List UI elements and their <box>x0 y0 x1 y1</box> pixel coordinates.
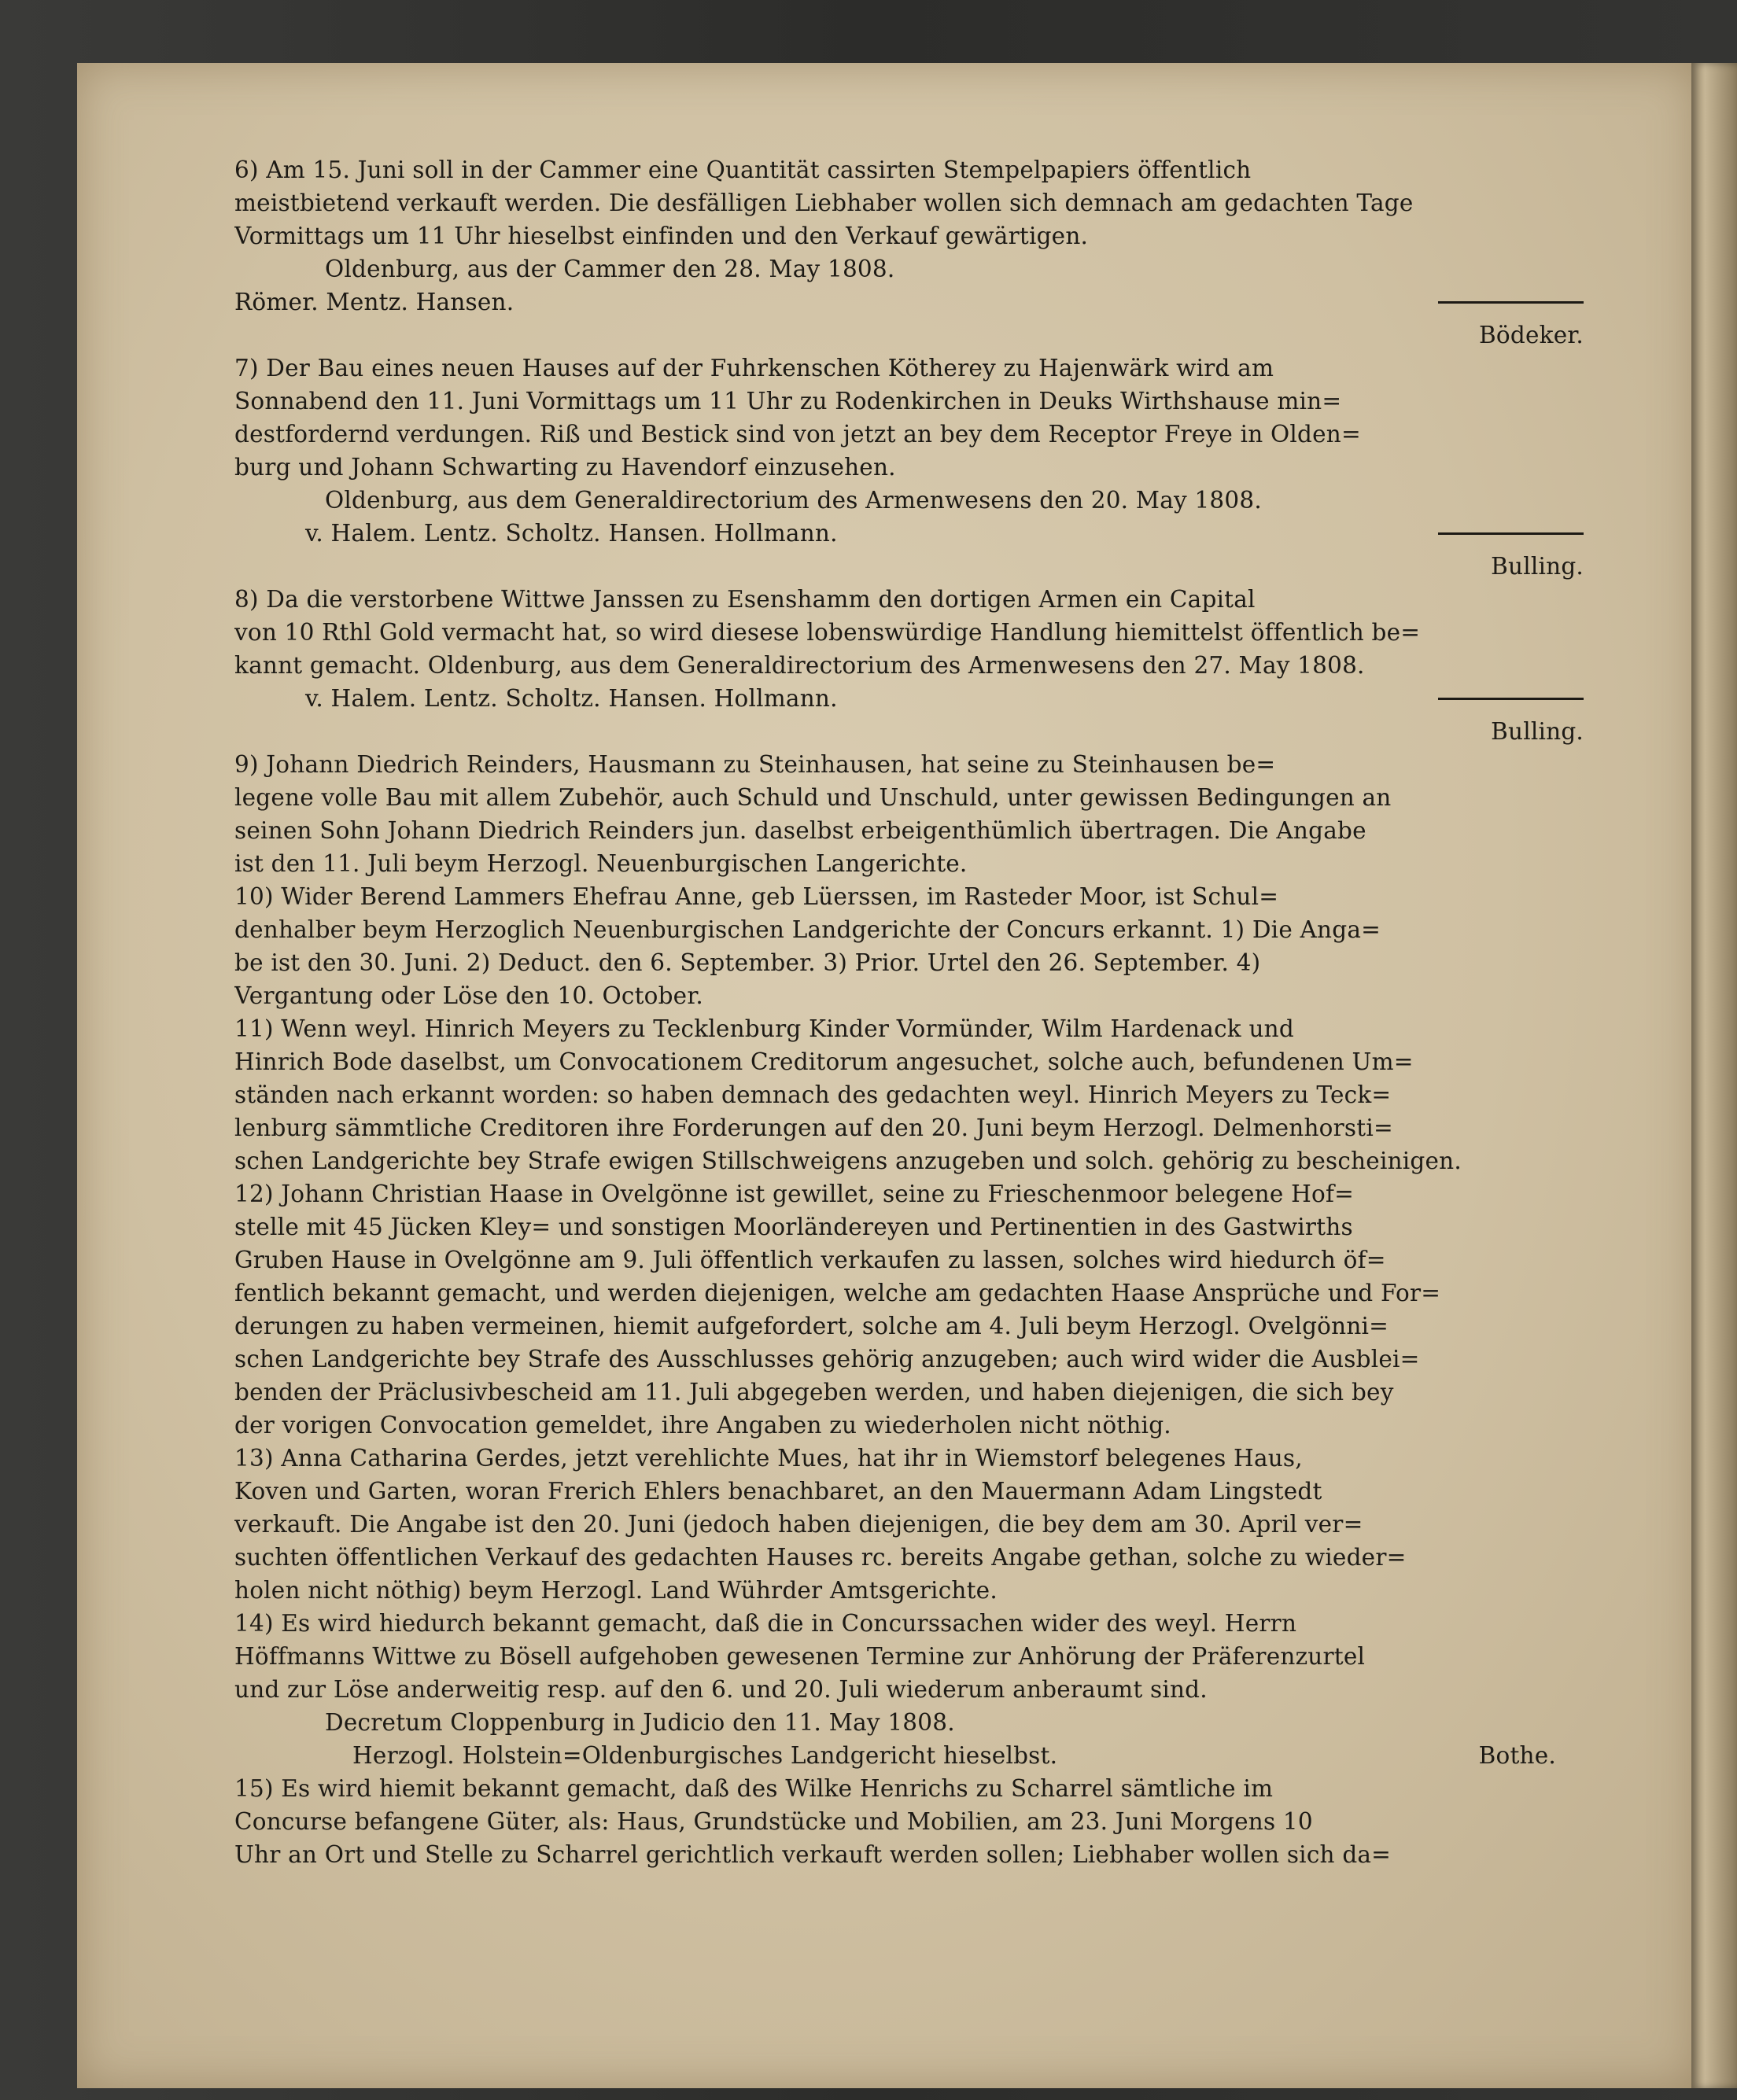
notice-15-line-2: Concurse befangene Güter, als: Haus, Grundstücke und Mobilien, am 23. Juni Morgens 10 <box>234 1808 1313 1835</box>
notice-7-dateline: Oldenburg, aus dem Generaldirectorium des Armenwesens den 20. May 1808. <box>325 487 1262 514</box>
notice-8-line-3: kannt gemacht. Oldenburg, aus dem Generaldirectorium des Armenwesens den 27. May 1808. <box>234 652 1365 679</box>
notice-10-line-1: 10) Wider Berend Lammers Ehefrau Anne, geb Lüerssen, im Rasteder Moor, ist Schul= <box>234 883 1279 910</box>
notice-6-line-2: meistbietend verkauft werden. Die desfälligen Liebhaber wollen sich demnach am gedachten Tage <box>234 190 1414 216</box>
notice-14-signature <box>234 1739 1584 1772</box>
notice-13-line-3: verkauft. Die Angabe ist den 20. Juni (jedoch haben diejenigen, die bey dem am 30. April ver= <box>234 1511 1363 1538</box>
notice-13-line-1: 13) Anna Catharina Gerdes, jetzt verehlichte Mues, hat ihr in Wiemstorf belegenes Haus, <box>234 1445 1303 1472</box>
notice-8-line-2: von 10 Rthl Gold vermacht hat, so wird diesese lobenswürdige Handlung hiemittelst öffentlich be= <box>234 619 1421 646</box>
notice-15-line-1: 15) Es wird hiemit bekannt gemacht, daß des Wilke Henrichs zu Scharrel sämtliche im <box>234 1775 1274 1802</box>
notice-12-line-5: derungen zu haben vermeinen, hiemit aufgefordert, solche am 4. Juli beym Herzogl. Ovelgönni= <box>234 1313 1389 1339</box>
notice-8-signers: v. Halem. Lentz. Scholtz. Hansen. Hollmann. <box>305 685 838 712</box>
notice-14-line-2: Höffmanns Wittwe zu Bösell aufgehoben gewesenen Termine zur Anhörung der Präferenzurtel <box>234 1643 1366 1670</box>
notice-11-line-4: lenburg sämmtliche Creditoren ihre Forderungen auf den 20. Juni beym Herzogl. Delmenhorsti= <box>234 1114 1393 1141</box>
notice-10-line-2: denhalber beym Herzoglich Neuenburgischen Landgerichte der Concurs erkannt. 1) Die Anga= <box>234 916 1381 943</box>
notice-12-line-3: Gruben Hause in Ovelgönne am 9. Juli öffentlich verkaufen zu lassen, solches wird hiedurch öf= <box>234 1247 1386 1273</box>
notice-6-line-3: Vormittags um 11 Uhr hieselbst einfinden und den Verkauf gewärtigen. <box>234 223 1089 249</box>
notice-13-line-5: holen nicht nöthig) beym Herzogl. Land Wührder Amtsgerichte. <box>234 1577 998 1604</box>
signature-rule <box>1438 698 1584 715</box>
notice-12-line-2: stelle mit 45 Jücken Kley= und sonstigen Moorländereyen und Pertinentien in des Gastwirths <box>234 1214 1353 1240</box>
adjacent-page-edge <box>1691 63 1737 2088</box>
notice-14-court: Herzogl. Holstein=Oldenburgisches Landgericht hieselbst. <box>352 1742 1058 1769</box>
notices-text <box>234 153 1584 1871</box>
notice-7-signatures <box>234 517 1584 550</box>
notice-9-line-2: legene volle Bau mit allem Zubehör, auch Schuld und Unschuld, unter gewissen Bedingungen an <box>234 784 1392 811</box>
notice-8-signatures <box>234 682 1584 715</box>
notice-11-line-1: 11) Wenn weyl. Hinrich Meyers zu Tecklenburg Kinder Vormünder, Wilm Hardenack und <box>234 1015 1294 1042</box>
notice-10-line-3: be ist den 30. Juni. 2) Deduct. den 6. September. 3) Prior. Urtel den 26. September. 4) <box>234 949 1261 976</box>
notice-7-line-2: Sonnabend den 11. Juni Vormittags um 11 Uhr zu Rodenkirchen in Deuks Wirthshause min= <box>234 388 1342 414</box>
notice-12-line-6: schen Landgerichte bey Strafe des Ausschlusses gehörig anzugeben; auch wird wider die Ausblei= <box>234 1346 1420 1372</box>
notice-7-line-4: burg und Johann Schwarting zu Havendorf einzusehen. <box>234 454 896 481</box>
notice-6-dateline: Oldenburg, aus der Cammer den 28. May 1808. <box>325 256 895 282</box>
notice-11-line-5: schen Landgerichte bey Strafe ewigen Stillschweigens anzugeben und solch. gehörig zu bescheinigen. <box>234 1148 1462 1174</box>
notice-14-decretum: Decretum Cloppenburg in Judicio den 11. May 1808. <box>325 1709 955 1736</box>
notice-8-line-1: 8) Da die verstorbene Wittwe Janssen zu Esenshamm den dortigen Armen ein Capital <box>234 586 1256 613</box>
notice-9-line-4: ist den 11. Juli beym Herzogl. Neuenburgischen Langerichte. <box>234 850 968 877</box>
notice-6-line-1: 6) Am 15. Juni soll in der Cammer eine Quantität cassirten Stempelpapiers öffentlich <box>234 157 1252 183</box>
notice-12-line-7: benden der Präclusivbescheid am 11. Juli abgegeben werden, und haben diejenigen, die sich bey <box>234 1379 1394 1406</box>
notice-14-signer: Bothe. <box>1478 1742 1556 1769</box>
notice-6-signatures <box>234 286 1584 319</box>
signature-rule <box>1438 532 1584 550</box>
notice-12-line-1: 12) Johann Christian Haase in Ovelgönne ist gewillet, seine zu Frieschenmoor belegene Hof= <box>234 1181 1355 1207</box>
notice-6-signers: Römer. Mentz. Hansen. <box>234 289 514 315</box>
notice-14-line-3: und zur Löse anderweitig resp. auf den 6. und 20. Juli wiederum anberaumt sind. <box>234 1676 1208 1703</box>
notice-15-line-3: Uhr an Ort und Stelle zu Scharrel gerichtlich verkauft werden sollen; Liebhaber wollen sich da= <box>234 1841 1392 1868</box>
notice-7-signer-right: Bulling. <box>1491 553 1584 580</box>
notice-10-line-4: Vergantung oder Löse den 10. October. <box>234 982 703 1009</box>
notice-13-line-2: Koven und Garten, woran Frerich Ehlers benachbaret, an den Mauermann Adam Lingstedt <box>234 1478 1322 1505</box>
signature-rule <box>1438 301 1584 319</box>
notice-11-line-3: ständen nach erkannt worden: so haben demnach des gedachten weyl. Hinrich Meyers zu Teck= <box>234 1081 1392 1108</box>
notice-9-line-3: seinen Sohn Johann Diedrich Reinders jun. daselbst erbeigenthümlich übertragen. Die Angabe <box>234 817 1366 844</box>
notice-12-line-4: fentlich bekannt gemacht, und werden diejenigen, welche am gedachten Haase Ansprüche und For= <box>234 1280 1441 1306</box>
notice-7-signers: v. Halem. Lentz. Scholtz. Hansen. Hollmann. <box>305 520 838 547</box>
notice-14-line-1: 14) Es wird hiedurch bekannt gemacht, daß die in Concurssachen wider des weyl. Herrn <box>234 1610 1297 1637</box>
notice-11-line-2: Hinrich Bode daselbst, um Convocationem Creditorum angesuchet, solche auch, befundenen Um= <box>234 1048 1414 1075</box>
notice-12-line-8: der vorigen Convocation gemeldet, ihre Angaben zu wiederholen nicht nöthig. <box>234 1412 1171 1439</box>
notice-9-line-1: 9) Johann Diedrich Reinders, Hausmann zu Steinhausen, hat seine zu Steinhausen be= <box>234 751 1276 778</box>
notice-6-signer-right: Bödeker. <box>1479 322 1584 348</box>
notice-8-signer-right: Bulling. <box>1491 718 1584 745</box>
notice-7-line-1: 7) Der Bau eines neuen Hauses auf der Fuhrkenschen Kötherey zu Hajenwärk wird am <box>234 355 1274 381</box>
notice-13-line-4: suchten öffentlichen Verkauf des gedachten Hauses rc. bereits Angabe gethan, solche zu wieder= <box>234 1544 1407 1571</box>
notice-7-line-3: destfordernd verdungen. Riß und Bestick sind von jetzt an bey dem Receptor Freye in Olden= <box>234 421 1361 448</box>
